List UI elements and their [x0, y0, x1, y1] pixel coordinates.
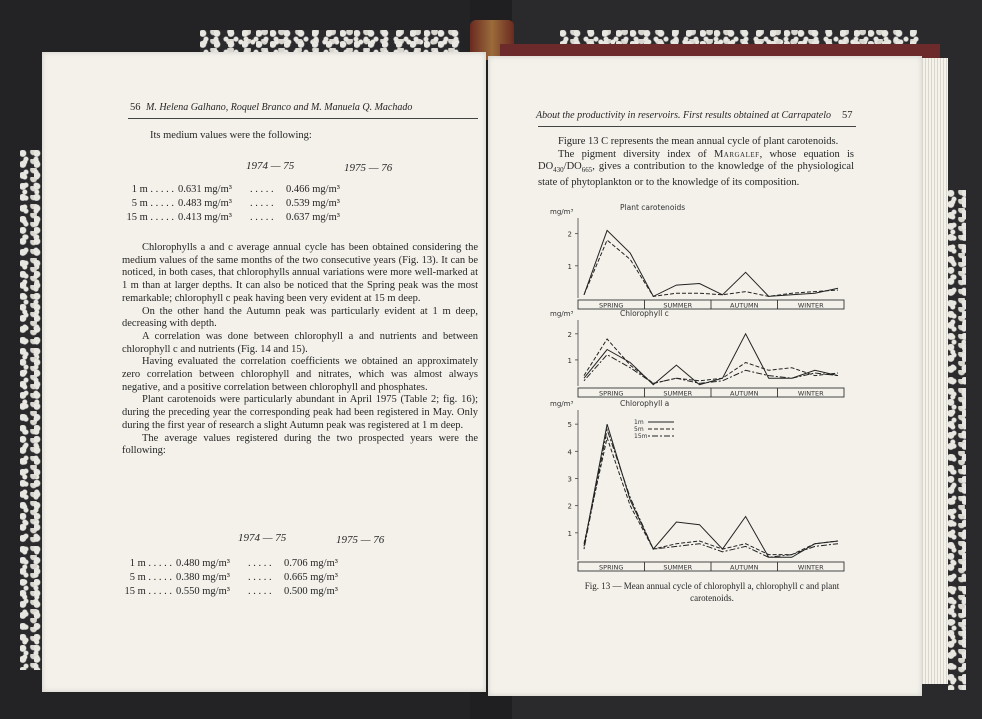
marbled-cover-top-left [200, 30, 460, 52]
y-axis-unit: mg/m³ [550, 310, 574, 318]
marbled-cover-right-edge [948, 190, 966, 690]
right-running-header: About the productivity in reservoirs. First results obtained at Carrapatelo [536, 110, 831, 121]
table-cell-dots: . . . . . [250, 198, 274, 209]
season-label: WINTER [797, 301, 824, 310]
season-label: SPRING [599, 563, 624, 572]
intro-text: Its medium values were the following: [150, 130, 312, 141]
legend-label: 1m [634, 419, 644, 426]
y-tick-label: 4 [567, 448, 572, 457]
header-rule [128, 118, 478, 119]
y-tick-label: 1 [567, 529, 572, 538]
y-tick-label: 5 [567, 421, 572, 430]
table-cell-v2: 0.637 mg/m³ [286, 212, 340, 223]
paragraph-2: On the other hand the Autumn peak was particularly evident at 1 m deep, decreasing with depth. [122, 305, 478, 330]
series-line [584, 424, 838, 557]
left-page [42, 52, 486, 692]
right-page [488, 56, 922, 696]
season-label: SPRING [599, 389, 624, 398]
season-label: SUMMER [663, 389, 693, 398]
table-cell-v1: 0.550 mg/m³ [176, 586, 230, 597]
table-cell-depth: 5 m . . . . . [129, 572, 172, 583]
marbled-cover-left-edge [20, 150, 42, 670]
series-line [584, 334, 838, 385]
left-page-number: 56 [130, 102, 141, 113]
table1-year-2: 1975 — 76 [344, 162, 393, 174]
y-tick-label: 3 [567, 475, 572, 484]
text-segment: , gives a contribution to the knowledge of the physiological state of phytoplankton or to the knowledge of its composition. [538, 161, 854, 189]
text-segment: The pigment diversity index of [558, 148, 714, 160]
legend-label: 15m [634, 433, 648, 440]
chart-title: Chlorophyll c [620, 309, 669, 318]
table-cell-depth: 1 m . . . . . [131, 184, 174, 195]
season-label: SPRING [599, 301, 624, 310]
page-stack-edge [922, 58, 948, 684]
text-segment: , whose equation is DO [538, 148, 854, 173]
season-label: AUTUMN [730, 301, 759, 310]
y-tick-label: 2 [567, 502, 572, 511]
table-cell-depth: 5 m . . . . . [131, 198, 174, 209]
table-cell-dots: . . . . . [248, 558, 272, 569]
y-tick-label: 2 [567, 230, 572, 239]
text-segment: /DO [563, 161, 582, 173]
table-cell-v1: 0.483 mg/m³ [178, 198, 232, 209]
chart-title: Plant carotenoids [620, 203, 686, 212]
table-cell-depth: 15 m . . . . . [126, 212, 174, 223]
table-cell-dots: . . . . . [248, 586, 272, 597]
y-tick-label: 1 [567, 262, 572, 271]
season-label: AUTUMN [730, 389, 759, 398]
right-page-number: 57 [842, 110, 853, 121]
table-cell-v2: 0.539 mg/m³ [286, 198, 340, 209]
subscript: 430 [553, 166, 564, 175]
table-cell-dots: . . . . . [250, 212, 274, 223]
table-cell-dots: . . . . . [248, 572, 272, 583]
paragraph-1: Chlorophylls a and c average annual cycle has been obtained considering the medium values of the same months of the two consecutive years (Fig. 13). It can be noticed, in both cases, that chlorophylls annual variations were more well-marked at 1 m than at larger depths. It can also be noticed that the Spring peak was the most remarkable; chlorophyll c peak having been very evident at 15 m deep. [122, 242, 478, 304]
season-label: WINTER [797, 389, 824, 398]
table1-year-1: 1974 — 75 [246, 160, 295, 172]
table-cell-v1: 0.413 mg/m³ [178, 212, 232, 223]
table2-year-1: 1974 — 75 [238, 532, 287, 544]
table-cell-depth: 15 m . . . . . [124, 586, 172, 597]
series-line [584, 230, 838, 296]
series-line [584, 355, 838, 384]
season-label: SUMMER [663, 563, 693, 572]
table-cell-depth: 1 m . . . . . [129, 558, 172, 569]
legend-label: 5m [634, 426, 644, 433]
y-axis-unit: mg/m³ [550, 208, 574, 216]
table-cell-v2: 0.466 mg/m³ [286, 184, 340, 195]
author-name: Margalef [713, 148, 760, 160]
y-axis-unit: mg/m³ [550, 400, 574, 408]
table-cell-v1: 0.480 mg/m³ [176, 558, 230, 569]
table-cell-dots: . . . . . [250, 184, 274, 195]
paragraph-3: A correlation was done between chlorophyll a and nutrients and between chlorophyll c and nutrients (Fig. 14 and 15). [122, 330, 478, 355]
y-tick-label: 1 [567, 356, 572, 365]
table2-year-2: 1975 — 76 [336, 534, 385, 546]
left-body-text [122, 242, 478, 458]
paragraph-6: The average values registered during the two prospected years were the following: [122, 432, 478, 457]
season-label: WINTER [797, 563, 824, 572]
series-line [584, 240, 838, 296]
series-line [584, 430, 838, 558]
table-cell-v2: 0.706 mg/m³ [284, 558, 338, 569]
season-label: SUMMER [663, 301, 693, 310]
subscript: 665 [581, 166, 593, 175]
table-cell-v2: 0.500 mg/m³ [284, 586, 338, 597]
season-label: AUTUMN [730, 563, 759, 572]
figure-caption: Fig. 13 — Mean annual cycle of chlorophyll a, chlorophyll c and plant carotenoids. [584, 581, 840, 603]
table-cell-v1: 0.631 mg/m³ [178, 184, 232, 195]
chart-title: Chlorophyll a [620, 399, 670, 408]
paragraph-4: Having evaluated the correlation coefficients we obtained an approximately zero correlation between chlorophyll and nitrates, which was almost always negative, and a positive correlation between chlorophyll and phosphates. [122, 356, 478, 393]
left-running-header: M. Helena Galhano, Roquel Branco and M. Manuela Q. Machado [146, 102, 413, 113]
paragraph-5: Plant carotenoids were particularly abundant in April 1975 (Table 2; fig. 16); during the preceding year the corresponding peak had been registered in May. Only during the first year of research a slight Autumn peak was registered at 1 m deep. [122, 394, 478, 431]
y-tick-label: 2 [567, 330, 572, 339]
paragraph-figure: Figure 13 C represents the mean annual cycle of plant carotenoids. [558, 136, 839, 147]
table-cell-v2: 0.665 mg/m³ [284, 572, 338, 583]
table-cell-v1: 0.380 mg/m³ [176, 572, 230, 583]
